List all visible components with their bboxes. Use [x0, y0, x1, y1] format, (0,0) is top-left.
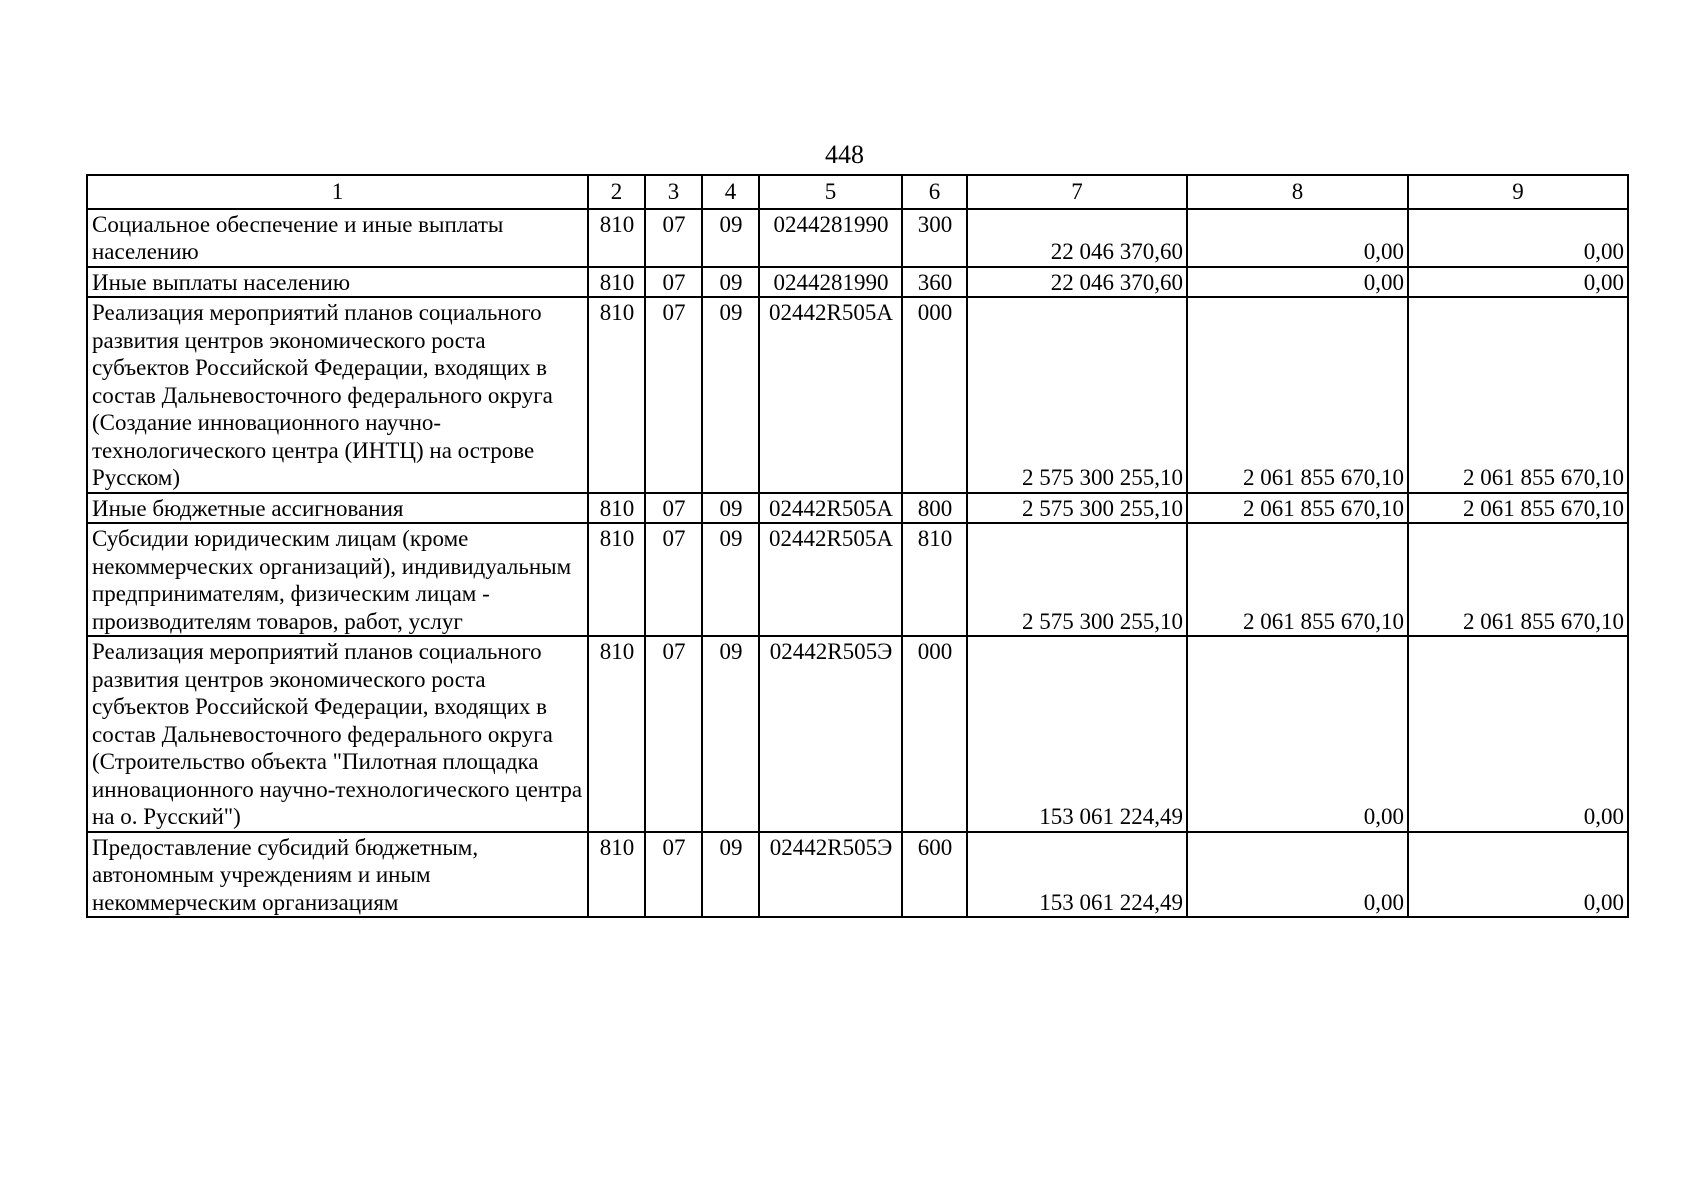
amount-cell: 2 575 300 255,10 [967, 297, 1187, 493]
subsection-code-cell: 09 [702, 636, 759, 832]
column-header: 7 [967, 175, 1187, 209]
amount-cell: 0,00 [1408, 209, 1628, 267]
amount-cell: 2 061 855 670,10 [1187, 493, 1408, 524]
amount-cell: 0,00 [1408, 832, 1628, 918]
table-row [87, 636, 1628, 832]
amount-cell: 2 575 300 255,10 [967, 493, 1187, 524]
ministry-code-cell: 810 [588, 297, 645, 493]
subsection-code-cell: 09 [702, 523, 759, 636]
amount-cell: 0,00 [1187, 832, 1408, 918]
table-row [87, 523, 1628, 636]
table-row [87, 832, 1628, 918]
expense-type-cell: 600 [902, 832, 967, 918]
ministry-code-cell: 810 [588, 636, 645, 832]
amount-cell: 2 575 300 255,10 [967, 523, 1187, 636]
expense-name-cell: Реализация мероприятий планов социального развития центров экономического роста субъектов Российской Федерации, входящих в состав Дальневосточного федерального округа (Строительство объекта "Пилотная площадка инновационного научно-технологического центра на о. Русский") [87, 636, 588, 832]
amount-cell: 22 046 370,60 [967, 209, 1187, 267]
section-code-cell: 07 [645, 523, 702, 636]
page-number: 448 [825, 140, 864, 169]
expense-name-cell: Иные бюджетные ассигнования [87, 493, 588, 524]
subsection-code-cell: 09 [702, 267, 759, 298]
amount-cell: 0,00 [1408, 636, 1628, 832]
table-row [87, 297, 1628, 493]
amount-cell: 2 061 855 670,10 [1408, 493, 1628, 524]
section-code-cell: 07 [645, 493, 702, 524]
ministry-code-cell: 810 [588, 267, 645, 298]
ministry-code-cell: 810 [588, 493, 645, 524]
column-header: 6 [902, 175, 967, 209]
column-header: 2 [588, 175, 645, 209]
expense-type-cell: 810 [902, 523, 967, 636]
expense-type-cell: 000 [902, 636, 967, 832]
expense-type-cell: 800 [902, 493, 967, 524]
target-article-cell: 02442R505A [759, 297, 902, 493]
budget-table [86, 174, 1629, 918]
target-article-cell: 0244281990 [759, 209, 902, 267]
subsection-code-cell: 09 [702, 832, 759, 918]
amount-cell: 2 061 855 670,10 [1187, 297, 1408, 493]
column-header: 8 [1187, 175, 1408, 209]
column-header: 5 [759, 175, 902, 209]
ministry-code-cell: 810 [588, 209, 645, 267]
target-article-cell: 02442R505A [759, 493, 902, 524]
subsection-code-cell: 09 [702, 493, 759, 524]
section-code-cell: 07 [645, 267, 702, 298]
amount-cell: 2 061 855 670,10 [1187, 523, 1408, 636]
amount-cell: 2 061 855 670,10 [1408, 297, 1628, 493]
ministry-code-cell: 810 [588, 523, 645, 636]
table-header-row [87, 175, 1628, 209]
amount-cell: 0,00 [1187, 209, 1408, 267]
target-article-cell: 0244281990 [759, 267, 902, 298]
target-article-cell: 02442R505Э [759, 636, 902, 832]
section-code-cell: 07 [645, 832, 702, 918]
column-header: 9 [1408, 175, 1628, 209]
column-header: 4 [702, 175, 759, 209]
subsection-code-cell: 09 [702, 297, 759, 493]
table-row [87, 209, 1628, 267]
section-code-cell: 07 [645, 297, 702, 493]
expense-type-cell: 300 [902, 209, 967, 267]
expense-name-cell: Социальное обеспечение и иные выплаты населению [87, 209, 588, 267]
expense-type-cell: 000 [902, 297, 967, 493]
target-article-cell: 02442R505Э [759, 832, 902, 918]
ministry-code-cell: 810 [588, 832, 645, 918]
expense-type-cell: 360 [902, 267, 967, 298]
subsection-code-cell: 09 [702, 209, 759, 267]
expense-name-cell: Иные выплаты населению [87, 267, 588, 298]
expense-name-cell: Реализация мероприятий планов социального развития центров экономического роста субъектов Российской Федерации, входящих в состав Дальневосточного федерального округа (Создание инновационного научно-технологического центра (ИНТЦ) на острове Русском) [87, 297, 588, 493]
amount-cell: 2 061 855 670,10 [1408, 523, 1628, 636]
section-code-cell: 07 [645, 209, 702, 267]
amount-cell: 153 061 224,49 [967, 832, 1187, 918]
section-code-cell: 07 [645, 636, 702, 832]
amount-cell: 22 046 370,60 [967, 267, 1187, 298]
expense-name-cell: Субсидии юридическим лицам (кроме некоммерческих организаций), индивидуальным предпринимателям, физическим лицам - производителям товаров, работ, услуг [87, 523, 588, 636]
table-row [87, 493, 1628, 524]
table-row [87, 267, 1628, 298]
expense-name-cell: Предоставление субсидий бюджетным, автономным учреждениям и иным некоммерческим организациям [87, 832, 588, 918]
amount-cell: 153 061 224,49 [967, 636, 1187, 832]
target-article-cell: 02442R505A [759, 523, 902, 636]
column-header: 1 [87, 175, 588, 209]
amount-cell: 0,00 [1408, 267, 1628, 298]
amount-cell: 0,00 [1187, 636, 1408, 832]
amount-cell: 0,00 [1187, 267, 1408, 298]
column-header: 3 [645, 175, 702, 209]
